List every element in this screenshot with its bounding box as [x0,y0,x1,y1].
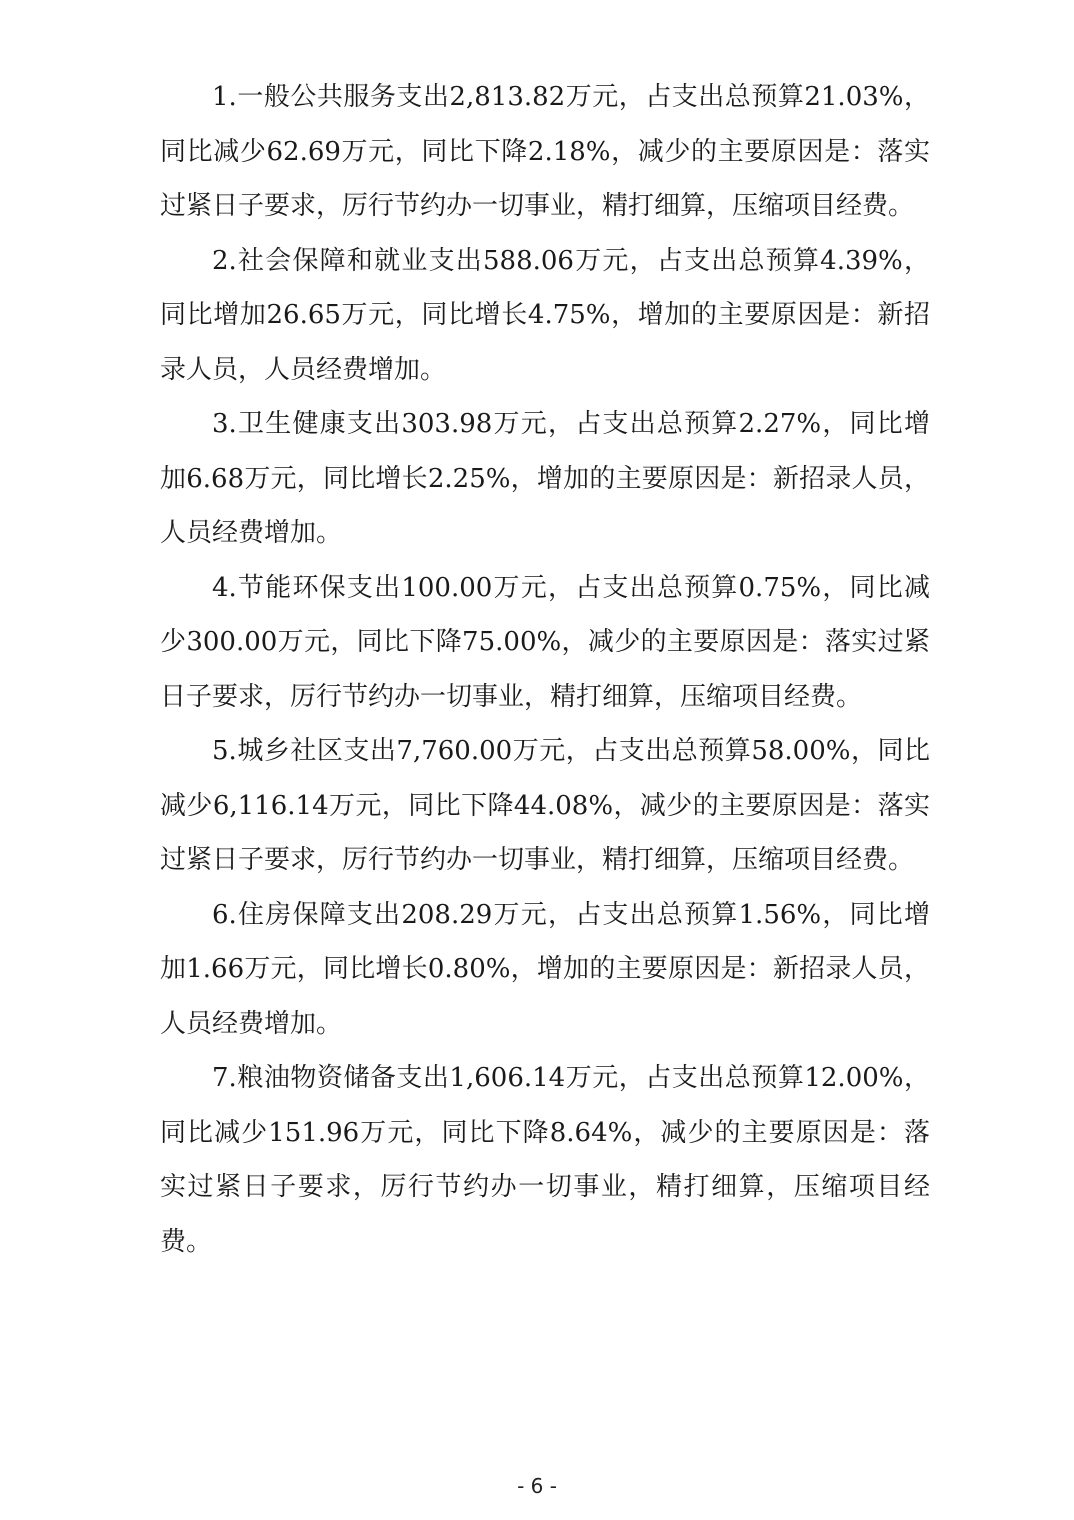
paragraph-social-security-employment: 2.社会保障和就业支出588.06万元，占支出总预算4.39%，同比增加26.65万元，同比增长4.75%，增加的主要原因是：新招录人员，人员经费增加。 [160,245,930,385]
paragraph-urban-rural-community: 5.城乡社区支出7,760.00万元，占支出总预算58.00%，同比减少6,116.14万元，同比下降44.08%，减少的主要原因是：落实过紧日子要求，厉行节约办一切事业，精打细算，压缩项目经费。 [160,736,930,875]
paragraph-grain-oil-reserves: 7.粮油物资储备支出1,606.14万元，占支出总预算12.00%，同比减少151.96万元，同比下降8.64%，减少的主要原因是：落实过紧日子要求，厉行节约办一切事业，精打细算，压缩项目经费。 [160,1063,930,1257]
document-body [160,70,930,1269]
paragraph-energy-environment: 4.节能环保支出100.00万元，占支出总预算0.75%，同比减少300.00万元，同比下降75.00%，减少的主要原因是：落实过紧日子要求，厉行节约办一切事业，精打细算，压缩项目经费。 [160,572,930,712]
paragraph-health: 3.卫生健康支出303.98万元，占支出总预算2.27%，同比增加6.68万元，同比增长2.25%，增加的主要原因是：新招录人员，人员经费增加。 [160,409,930,548]
page-number: - 6 - [517,1474,557,1498]
paragraph-general-public-services: 1.一般公共服务支出2,813.82万元，占支出总预算21.03%，同比减少62.69万元，同比下降2.18%，减少的主要原因是：落实过紧日子要求，厉行节约办一切事业，精打细算，压缩项目经费。 [160,82,930,221]
paragraph-housing-security: 6.住房保障支出208.29万元，占支出总预算1.56%，同比增加1.66万元，同比增长0.80%，增加的主要原因是：新招录人员，人员经费增加。 [160,899,930,1039]
